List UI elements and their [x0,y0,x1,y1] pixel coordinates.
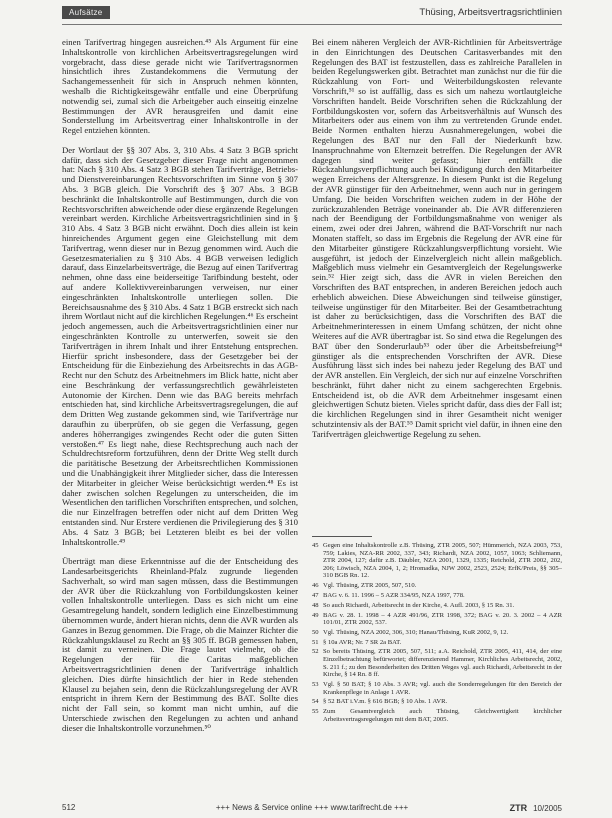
footnote [312,681,562,696]
body-paragraph: Überträgt man diese Erkenntnisse auf die der Entscheidung des Landesarbeitsgerichts Rheinland-Pfalz zugrunde liegenden Sachverhalt, so wird man sagen müssen, dass die Bestimmungen der AVR über die Rückzahlung von Fortbildungskosten keiner vollen Inhaltskontrolle unterliegen. Dass es sich nicht um eine Gesamtregelung handelt, sondern lediglich eine Einzelbestimmung übernommen wurde, ändert hieran nichts, denn die AVR wurden als Ganzes in Bezug genommen. Die Frage, ob die Mainzer Richter die Rückzahlungsklausel zu Recht an §§ 305 ff. BGB gemessen haben, ist damit zu verneinen. Die Frage lautet vielmehr, ob die Regelungen der für die Caritas maßgeblichen Arbeitsvertragsrichtlinien denen der Tarifverträge inhaltlich gleichen. Dies dürfte hinsichtlich der hier in Rede stehenden Klausel zu bejahen sein, denn die Rückzahlungsregelung der AVR entspricht in ihrem Kern der Bestimmung des BAT. Sollte dies nicht der Fall sein, so kommt man nicht umhin, auf die Unterschiede zwischen den Regelungen zu achten und anhand dieser die Inhaltskontrolle vorzunehmen.⁵⁰ [62,556,298,733]
footnote [312,602,562,610]
journal-issue [510,802,562,815]
page-footer [62,802,562,814]
footnote-number: 47 [312,591,319,599]
footnote-number: 55 [312,708,319,716]
body-paragraph: Bei einem näheren Vergleich der AVR-Richtlinien für Arbeitsverträge in den Einrichtungen des Deutschen Caritasverbandes mit den Regelungen des BAT ist festzustellen, dass es zahlreiche Parallelen in beiden Regelungswerken gibt. Betrachtet man zunächst nur die für die Rückzahlung von Fort- und Weiterbildungskosten relevante Vorschrift,⁵¹ so ist auffällig, dass es sich um nahezu wortlautgleiche Vorschriften handelt. Beide Vorschriften sehen die Rückzahlung der Fortbildungskosten vor, sofern das Arbeitsverhältnis auf Wunsch des Mitarbeiters oder aus einem von ihm zu vertretenden Grunde endet. Beide Normen enthalten hierzu Ausnahmeregelungen, wobei die Regelungen des BAT nur den Fall der Niederkunft bzw. Inanspruchnahme von Elternzeit betreffen. Die Regelungen der AVR dagegen sind weiter gefasst; hier entfällt die Rückzahlungsverpflichtung auch bei Kündigung durch den Mitarbeiter wegen Erreichens der Altersgrenze. In diesem Punkt ist die Regelung der AVR günstiger für den Arbeitnehmer, wenn auch nur in geringem Umfang. Die beiden Vorschriften weichen zudem in der Höhe der zurückzuzahlenden Beträge voneinander ab. Die AVR differenzieren nach der Beendigung der Fortbildungsmaßnahme von weniger als einem, zwei oder drei Jahren, während die BAT-Vorschrift nur nach Monaten staffelt, so dass im Ergebnis die Regelung der AVR eine für den Mitarbeiter günstigere Rückzahlungsverpflichtung vorsieht. Wie ausgeführt, ist jedoch der Einzelvergleich nicht allein maßgeblich. Maßgeblich muss vielmehr ein Gesamtvergleich der Regelungswerke sein.⁵² Hier zeigt sich, dass die AVR in vielen Bereichen den Vorschriften des BAT entsprechen, in anderen Bereichen jedoch auch erheblich abweichen. Diese Abweichungen sind teilweise günstiger, teilweise ungünstiger für den Mitarbeiter. Bei der Gesamtbetrachtung ist daher zu berücksichtigen, dass die Vorschriften des BAT die Arbeitnehmerinteressen in einem Umfang schützen, der nicht ohne Weiteres auf die AVR übertragbar ist. So sind etwa die Regelungen des BAT über den Sonderurlaub⁵³ oder über die Arbeitsbefreiung⁵⁴ günstiger als die entsprechenden Vorschriften der AVR. Diese Ausführung lässt sich indes bei nahezu jeder Regelung des BAT und der AVR anstellen. Ein Vergleich, der sich nur auf einzelne Vorschriften beschränkt, führt daher nicht zu einem sachgerechten Ergebnis. Entscheidend ist, ob die AVR dem Arbeitnehmer insgesamt einen gleichwertigen Schutz bieten. Vieles spricht dafür, dass dies der Fall ist; die kirchlichen Regelungen sind in ihrer Gesamtheit nicht weniger schutzintensiv als der BAT.⁵⁵ Damit spricht viel dafür, in ihnen eine den Tarifverträgen gleichwertige Regelung zu sehen. [312,38,562,439]
footnote-text: Gegen eine Inhaltskontrolle z.B. Thüsing, ZTR 2005, 507; Hümmerich, NZA 2003, 753, 759; Lakies, NZA-RR 2002, 337, 343; Richardi, NZA 2002, 1057, 1063; Schliemann, ZTR 2004, 127; dafür z.B. Däubler, NZA 2001, 1329, 1335; Reichold, ZTR 2002, 202, 206; Löwisch, NZA 2004, 1, 2; Hromadka, NJW 2002, 2523, 2524; ErfK/Preis, §§ 305–310 BGB Rn. 12. [323,542,562,580]
journal-logo: ZTR [509,803,528,813]
page-number: 512 [62,803,76,812]
right-column [312,38,562,798]
footnote-number: 53 [312,681,319,688]
footnote [312,542,562,580]
footnote-text: § 52 BAT i.V.m. § 616 BGB; § 10 Abs. 1 AVR. [323,698,448,706]
issue-number: 10/2005 [533,804,562,813]
footnote-text: So bereits Thüsing, ZTR 2005, 507, 511; a.A. Reichold, ZTR 2005, 411, 414, der eine Einzelbetrachtung befürwortet; differenzierend Hammer, Kirchliches Arbeitsrecht, 2002, S. 211 f.; zu den Besonderheiten des Dritten Weges vgl. auch Richardi, Arbeitsrecht in der Kirche, § 14 Rn. 8 ff. [323,648,562,679]
footnote-number: 50 [312,628,319,636]
header-rule [62,24,562,25]
footnote-text: Vgl. Thüsing, ZTR 2005, 507, 510. [323,582,417,590]
footnote-text: So auch Richardi, Arbeitsrecht in der Kirche, 4. Aufl. 2003, § 15 Rn. 31. [323,601,515,609]
footnote-text: Zum Gesamtvergleich auch Thüsing, Gleichwertigkeit kirchlicher Arbeitsvertragsregelungen mit dem BAT, 2005. [323,708,562,723]
right-column-text [312,38,562,532]
footnote [312,592,562,600]
footnote-number: 46 [312,582,319,590]
footnote-number: 54 [312,698,319,706]
footnote-text: Vgl. Thüsing, NZA 2002, 306, 310; Hanau/Thüsing, KuR 2002, 9, 12. [323,628,509,636]
footnote [312,639,562,647]
section-tag: Aufsätze [62,6,110,19]
running-head: Thüsing, Arbeitsvertragsrichtlinien [419,7,562,18]
footnote-number: 52 [312,648,319,656]
footnote [312,612,562,627]
footnote-text: BAG v. 28. 1. 1998 – 4 AZR 491/96, ZTR 1998, 372; BAG v. 20. 3. 2002 – 4 AZR 101/01, ZTR 2002, 537. [323,611,562,627]
footnote-number: 49 [312,611,319,619]
footnote-number: 45 [312,542,319,549]
left-column [62,38,298,798]
body-paragraph: einen Tarifvertrag hingegen ausreichen.⁴⁵ Als Argument für eine Inhaltskontrolle von kirchlichen Arbeitsvertragsregelungen wird vorgebracht, dass diese gerade nicht wie Tarifvertragsnormen hinsichtlich ihres Zustandekommens die Vermutung der Sachangemessenheit für sich in Anspruch nehmen könnten, weshalb die Richtigkeitsgewähr entfalle und eine Überprüfung notwendig sei, zumal sich die Arbeitgeber auch einseitig einzelne Bestimmungen der AVR herausgreifen und damit eine Sonderstellung im Arbeitsvertrag einer Inhaltskontrolle in der Regel entziehen könnten. [62,38,298,136]
footer-banner: +++ News & Service online +++ www.tarifrecht.de +++ [215,803,409,812]
footnote-number: 51 [312,638,319,646]
footnote [312,698,562,706]
footnote-number: 48 [312,601,319,609]
footnote-text: § 10a AVR; Nr. 7 SR 2a BAT. [323,638,402,646]
body-paragraph: Der Wortlaut der §§ 307 Abs. 3, 310 Abs. 4 Satz 3 BGB spricht dafür, dass sich der Gesetzgeber dieser Frage nicht angenommen hat: Nach § 310 Abs. 4 Satz 3 BGB stehen Tarifverträge, Betriebs- und Dienstvereinbarungen Rechtsvorschriften im Sinne von § 307 Abs. 3 BGB gleich. Die Vorschrift des § 307 Abs. 3 BGB beschränkt die Inhaltskontrolle auf Bestimmungen, durch die von Rechtsvorschriften abweichende oder diese ergänzende Regelungen vereinbart werden. Kirchliche Arbeitsvertragsrichtlinien sind in § 310 Abs. 4 Satz 3 BGB nicht erwähnt. Doch dies allein ist kein hinreichendes Argument gegen eine Gleichstellung mit dem Tarifvertrag, wenn dieser nur in Bezug genommen wird. Auch die Gesetzesmaterialien zu § 310 Abs. 4 BGB verweisen lediglich darauf, dass Einzelarbeitsverträge, die Bezug auf einen Tarifvertrag nehmen, ohne dass eine beiderseitige Tarifbindung besteht, oder auf andere Kollektivvereinbarungen verweisen, nur einer eingeschränkten Inhaltskontrolle unterliegen sollen. Die Bereichsausnahme des § 310 Abs. 4 Satz 1 BGB erstreckt sich nach ihrem Wortlaut nicht auf die kirchlichen Regelungen.⁴⁶ Es erscheint jedoch angemessen, auch die Arbeitsvertragsrichtlinien einer nur eingeschränkten Kontrolle zu unterwerfen, soweit sie den Tarifverträgen in ihrem Inhalt und ihrer Entstehung entsprechen. Hierfür spricht insbesondere, dass der Gesetzgeber bei der Entscheidung für die Einbeziehung des Arbeitsrechts in das AGB-Recht nur den Schutz des Arbeitnehmers im Blick hatte, nicht aber eine Beschränkung der verfassungsrechtlich gewährleisteten Autonomie der Kirchen. Denn wie das BAG bereits mehrfach entschieden hat, sind kirchliche Arbeitsvertragsregelungen, die auf dem Dritten Weg zustande gekommen sind, wie Tarifverträge nur daraufhin zu überprüfen, ob sie gegen die Verfassung, gegen anderes höherrangiges zwingendes Recht oder die guten Sitten verstoßen.⁴⁷ Es liegt nahe, diese Rechtsprechung auch nach der Schuldrechtsreform fortzuführen, denn der Dritte Weg stellt durch die paritätische Besetzung der Arbeitsrechtlichen Kommissionen und die Unabhängigkeit ihrer Mitglieder sicher, dass die Interessen der Mitarbeiter in gleicher Weise berücksichtigt werden.⁴⁸ Es ist daher zwischen solchen Regelungen zu unterscheiden, die im Wesentlichen den tariflichen Vorschriften entsprechen, und solchen, die nur Einzelfragen betreffen oder nicht auf dem Dritten Weg entstanden sind. Nur Erstere verdienen die Privilegierung des § 310 Abs. 4 Satz 3 BGB; bei Letzteren bleibt es bei der vollen Inhaltskontrolle.⁴⁹ [62,144,298,547]
footnote [312,648,562,678]
footnote-text: Vgl. § 50 BAT; § 10 Abs. 3 AVR; vgl. auch die Sonderregelungen für den Bereich der Krankenpflege in Anlage 1 AVR. [323,681,562,696]
footnote-separator [312,536,372,537]
footnote-text: BAG v. 6. 11. 1996 – 5 AZR 334/95, NZA 1997, 778. [323,591,465,599]
footnotes [312,542,562,794]
footnote [312,629,562,637]
footnote [312,582,562,590]
footnote [312,708,562,723]
